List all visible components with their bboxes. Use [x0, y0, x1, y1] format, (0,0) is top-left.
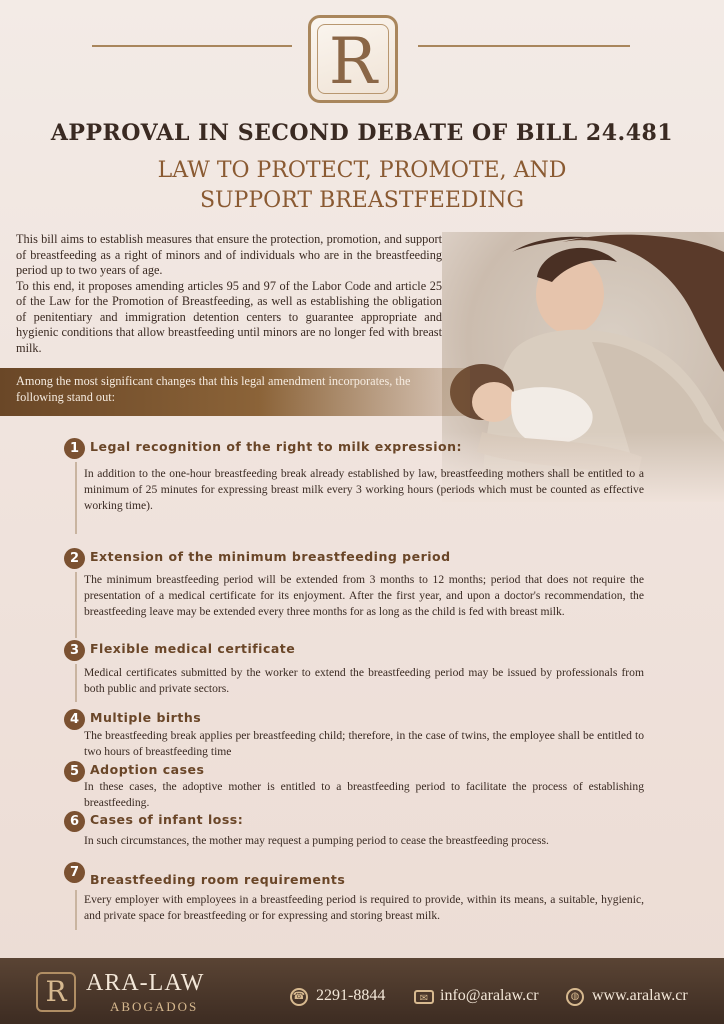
- item-title: Breastfeeding room requirements: [90, 872, 346, 887]
- item-divider: [75, 890, 77, 930]
- subtitle-line-2: SUPPORT BREASTFEEDING: [199, 188, 525, 213]
- globe-icon: ◍: [566, 988, 584, 1006]
- item-title: Cases of infant loss:: [90, 812, 244, 827]
- item-body: The minimum breastfeeding period will be extended from 3 months to 12 months; period that does not require the presentation of a medical certificate for its enjoyment. After the first year, and upon a doctor's recommendation, the breastfeeding leave may be extended every three months for as long as the child is fed with breast milk.: [84, 573, 644, 618]
- logo-letter: R: [328, 25, 378, 99]
- footer-brand-subtitle: ABOGADOS: [110, 999, 199, 1014]
- item-number-badge: 2: [64, 548, 85, 569]
- item-title: Multiple births: [90, 710, 202, 725]
- page-subtitle: [0, 156, 724, 216]
- footer-logo-letter: R: [45, 975, 67, 1008]
- item-title: Adoption cases: [90, 762, 205, 777]
- footer-brand: ARA-LAW: [86, 970, 205, 996]
- item-number-badge: 7: [64, 862, 85, 883]
- item-body: In addition to the one-hour breastfeeding break already established by law, breastfeeding mothers shall be entitled to a minimum of 25 minutes for expressing breast milk every 3 working hours (periods which must be counted as effective working time).: [84, 467, 644, 512]
- item-title: Extension of the minimum breastfeeding period: [90, 549, 451, 564]
- page-title: [0, 120, 724, 146]
- mother-breastfeeding-photo: [442, 232, 724, 502]
- footer: [0, 958, 724, 1024]
- website-url[interactable]: www.aralaw.cr: [592, 987, 688, 1004]
- email-address[interactable]: info@aralaw.cr: [440, 987, 539, 1004]
- item-number-badge: 6: [64, 811, 85, 832]
- item-number-badge: 1: [64, 438, 85, 459]
- email-icon: ✉: [414, 990, 434, 1004]
- intro-paragraph-1: This bill aims to establish measures that ensure the protection, promotion, and support of breastfeeding as a right of minors and of individuals who are in the breastfeeding period up to two years of age.: [16, 232, 442, 277]
- item-divider: [75, 462, 77, 534]
- phone-number[interactable]: 2291-8844: [316, 987, 386, 1004]
- banner-text: Among the most significant changes that this legal amendment incorporates, the following stand out:: [16, 374, 411, 404]
- item-divider: [75, 572, 77, 638]
- item-divider: [75, 664, 77, 702]
- footer-logo: [36, 972, 76, 1012]
- item-title: Legal recognition of the right to milk expression:: [90, 439, 462, 454]
- item-body: In such circumstances, the mother may request a pumping period to cease the breastfeeding process.: [84, 834, 549, 847]
- subtitle-line-1: LAW TO PROTECT, PROMOTE, AND: [157, 158, 567, 183]
- header-divider-left: [92, 45, 292, 47]
- intro-text: [16, 232, 442, 356]
- phone-icon: ☎: [290, 988, 308, 1006]
- item-body: The breastfeeding break applies per breastfeeding child; therefore, in the case of twins, the employee shall be entitled to two hours of breastfeeding time: [84, 729, 644, 758]
- intro-paragraph-2: To this end, it proposes amending articles 95 and 97 of the Labor Code and article 25 of the Law for the Promotion of Breastfeeding, as well as establishing the obligation of penitentiary and immigration detention centers to guarantee appropriate and hygienic conditions that allow breastfeeding until minors are no longer fed with breast milk.: [16, 278, 442, 355]
- photo-illustration: [442, 232, 724, 502]
- item-number-badge: 5: [64, 761, 85, 782]
- highlights-banner: [0, 368, 470, 416]
- item-number-badge: 3: [64, 640, 85, 661]
- item-number-badge: 4: [64, 709, 85, 730]
- item-body: Medical certificates submitted by the worker to extend the breastfeeding period may be issued by professionals from both public and private sectors.: [84, 666, 644, 695]
- item-body: Every employer with employees in a breastfeeding period is required to provide, within its means, a suitable, hygienic, and private space for breastfeeding or for expressing and storing breast milk.: [84, 893, 644, 922]
- logo: [308, 15, 398, 103]
- bill-number: 24.481: [585, 120, 674, 146]
- header-divider-right: [418, 45, 630, 47]
- item-body: In these cases, the adoptive mother is entitled to a breastfeeding period to facilitate the process of establishing breastfeeding.: [84, 780, 644, 809]
- title-prefix: APPROVAL IN SECOND DEBATE OF BILL: [50, 120, 578, 146]
- item-title: Flexible medical certificate: [90, 641, 296, 656]
